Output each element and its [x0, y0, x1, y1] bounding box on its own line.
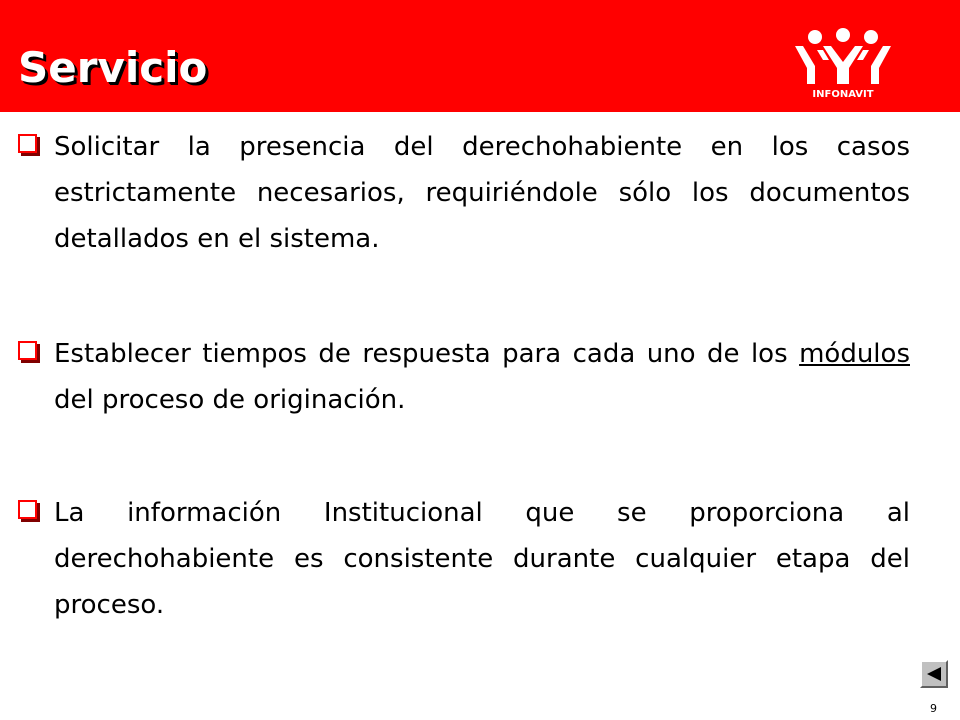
header-bar [0, 0, 960, 112]
slide-title: Servicio [18, 43, 208, 92]
page-number: 9 [930, 702, 937, 715]
logo-text: INFONAVIT [812, 89, 874, 100]
bullet-item [18, 124, 910, 262]
checkbox-bullet-icon [18, 341, 40, 363]
bullet-item [18, 331, 910, 423]
bullet-underlined-term: módulos [799, 339, 910, 369]
previous-slide-button[interactable] [920, 660, 948, 688]
bullet-text: La información Institucional que se proporciona al derechohabiente es consistente durante cualquier etapa del proceso. [54, 498, 910, 620]
bullet-text-before: Establecer tiempos de respuesta para cada uno de los [54, 339, 800, 369]
bullet-text [54, 331, 910, 423]
bullet-text: Solicitar la presencia del derechohabiente en los casos estrictamente necesarios, requiriéndole sólo los documentos detallados en el sistema. [54, 132, 910, 254]
checkbox-bullet-icon [18, 500, 40, 522]
bullet-text-after: del proceso de originación. [54, 385, 406, 415]
bullet-item [18, 490, 910, 628]
checkbox-bullet-icon [18, 134, 40, 156]
triangle-left-icon [925, 666, 943, 682]
infonavit-logo [793, 28, 893, 100]
